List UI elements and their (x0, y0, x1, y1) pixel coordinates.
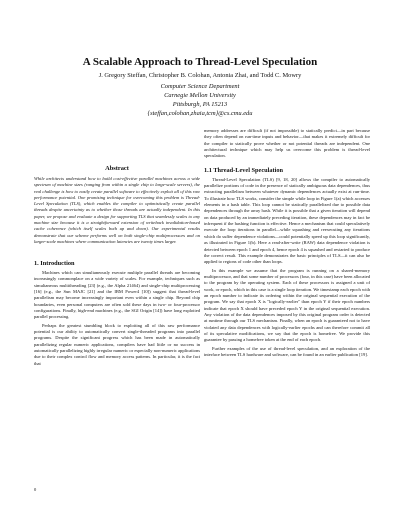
paper-title: A Scalable Approach to Thread-Level Speculation (82, 56, 318, 68)
left-column (34, 255, 200, 367)
section-1-heading: 1. Introduction (34, 260, 75, 267)
section-1-1-heading: 1.1 Thread-Level Speculation (204, 166, 284, 174)
tls-paragraph-2: In this example we assume that the program is running on a shared-memory multiprocessor, and that some number of processors (four, in this case) have been allocated to the program by the operating system. Each of these processors is assigned a unit of work, or epoch, which in this case is a single loop iteration. We timestamp each epoch with an epoch number to indicate its ordering within the original sequential execution of the program. We say that epoch X is "logically-earlier" than epoch Y if their epoch numbers indicate that epoch X should have preceded epoch Y in the original sequential execution. Any violation of the data dependences imposed by this original program order is detected at runtime through our TLS mechanism. Finally, when an epoch is guaranteed not to have violated any data dependences with logically-earlier epochs and can therefore commit all of its speculative modifications, we say that the epoch is homefree. We provide this guarantee by passing a homefree token at the end of each epoch. (204, 267, 370, 343)
intro-paragraph-1: Machines which can simultaneously execute multiple parallel threads are becoming increasingly commonplace on a wide variety of scales. For example, techniques such as simultaneous multithreading [23] (e.g., the Alpha 21464) and single-chip multiprocessing [16] (e.g., the Sun MAJC [21] and the IBM Power4 [10]) suggest that thread-level parallelism may become increasingly important even within a single chip. Beyond chip boundaries, even personal computers are often sold these days in two- or four-processor configurations. Finally, high-end machines (e.g., the SGI Origin [14]) have long exploited parallel processing. (34, 270, 200, 320)
affiliation-line-1: Computer Science Department (160, 83, 240, 90)
tls-paragraph-1: Thread-Level Speculation (TLS) [9, 18, 20] allows the compiler to automatically parallelize portions of code in the presence of statically ambiguous data dependences, thus extracting parallelism between whatever dynamic dependences actually exist at run-time. To illustrate how TLS works, consider the simple while loop in Figure 1(a) which accesses elements in a hash table. This loop cannot be statically parallelized due to possible data dependences through the array hash. While it is possible that a given iteration will depend on data produced by an immediately preceding iteration, these dependences may in fact be infrequent if the hashing function is effective. Hence a mechanism that could speculatively execute the loop iterations in parallel—while squashing and reexecuting any iterations which do suffer dependence violations—could potentially speed up this loop significantly, as illustrated in Figure 1(b). Here a read-after-write (RAW) data dependence violation is detected between epoch 1 and epoch 4, hence epoch 4 is squashed and restarted to produce the correct result. This example demonstrates the basic principles of TLS—it can also be applied to regions of code other than loops. (204, 176, 370, 265)
page-footer-mark: 0 (34, 487, 37, 492)
col2-paragraph-1: memory addresses are difficult (if not impossible) to statically predict—in part because they often depend on run-time inputs and behavior—that makes it extremely difficult for the compiler to statically prove whether or not potential threads are independent. One architectural technique which may help us overcome this problem is thread-level speculation. (204, 128, 370, 159)
abstract-heading: Abstract (105, 165, 129, 172)
abstract-text: While architects understand how to build cost-effective parallel machines across a wide spectrum of machine sizes (ranging from within a single chip to large-scale servers), the real challenge is how to easily create parallel software to effectively exploit all of this raw performance potential. One promising technique for overcoming this problem is Thread-Level Speculation (TLS), which enables the compiler to optimistically create parallel threads despite uncertainty as to whether those threads are actually independent. In this paper, we propose and evaluate a design for supporting TLS that seamlessly scales to any machine size because it is a straightforward extension of writeback invalidation-based cache coherence (which itself scales both up and down). Our experimental results demonstrate that our scheme performs well on both single-chip multiprocessors and on larger-scale machines where communication latencies are twenty times larger. (34, 176, 200, 244)
paper-authors: J. Gregory Steffan, Christopher B. Colohan, Antonia Zhai, and Todd C. Mowry (98, 72, 302, 79)
tls-paragraph-3: Further examples of the use of thread-level speculation, and an exploration of the interface between TLS hardware and software, can be found in an earlier publication [19]. (204, 345, 370, 357)
affiliation-line-3: Pittsburgh, PA 15213 (172, 101, 228, 108)
affiliation-line-2: Carnegie Mellon University (164, 92, 236, 99)
right-column (204, 128, 370, 358)
intro-paragraph-2: Perhaps the greatest stumbling block to exploiting all of this raw performance potential is our ability to automatically convert single-threaded programs into parallel programs. Despite the significant progress which has been made in automatically parallelizing regular numeric applications, compilers have had little or no success in automatically parallelizing highly irregular numeric or especially non-numeric applications due to their complex control flow and memory access patterns. In particular, it is the fact that (34, 322, 200, 366)
affiliation-email: {steffan,colohan,zhaia,tcm}@cs.cmu.edu (147, 110, 253, 117)
